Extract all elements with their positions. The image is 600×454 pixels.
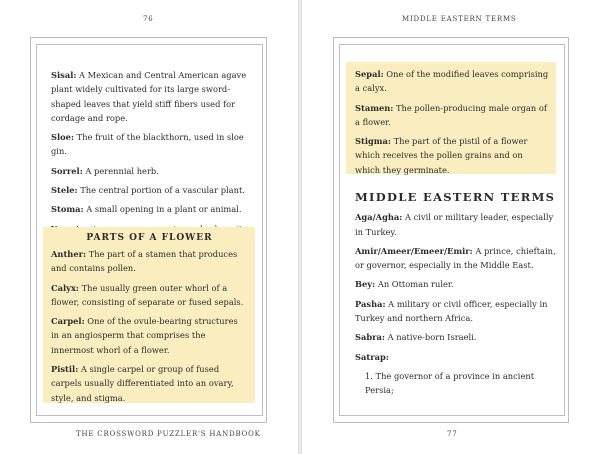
section-title: MIDDLE EASTERN TERMS	[355, 190, 556, 204]
glossary-sub-entry: 1. The governor of a province in ancient Persia;	[365, 370, 535, 396]
entry-definition: One of the modified leaves comprising a calyx.	[355, 69, 549, 94]
entry-definition: A civil or military leader, especially in Turkey.	[355, 212, 554, 237]
entry-term: Stoma:	[51, 204, 84, 215]
entry-term: Sisal:	[51, 70, 77, 80]
entry-definition: A small opening in a plant or animal.	[83, 204, 242, 215]
glossary-entry-sorrel	[51, 164, 256, 178]
glossary-entry-sloe	[51, 130, 256, 159]
glossary-entry-stamen	[355, 101, 550, 130]
entry-term: Calyx:	[51, 282, 79, 293]
entry-term: Pasha:	[355, 298, 386, 309]
entry-term: Stele:	[51, 185, 78, 196]
entry-definition: The part of a stamen that produces and contains pollen.	[51, 249, 238, 274]
entry-definition: The pollen-producing male organ of a flower.	[355, 102, 547, 127]
entry-definition: The central portion of a vascular plant.	[77, 185, 245, 196]
glossary-entry-satrap	[355, 350, 560, 364]
page-number-left: 76	[143, 15, 154, 23]
entry-definition: A prince, chieftain, or governor, especially in the Middle East.	[355, 245, 556, 271]
running-header-right: MIDDLE EASTERN TERMS	[402, 15, 517, 23]
entry-term: Stamen:	[355, 102, 394, 113]
glossary-entry-bey	[355, 277, 560, 291]
box-title: PARTS OF A FLOWER	[86, 233, 213, 243]
entry-term: Sepal:	[355, 69, 384, 79]
glossary-entry-anther	[51, 247, 248, 276]
entry-definition: A perennial herb.	[82, 165, 159, 176]
entry-definition: The part of the pistil of a flower which receives the pollen grains and on which they germinate.	[355, 136, 528, 175]
glossary-entry-pistil	[51, 362, 248, 405]
glossary-entry-sisal	[51, 68, 256, 125]
entry-definition: A Mexican and Central American agave plant widely cultivated for its large sword-shaped leaves that yield stiff fibers used for cordage and rope.	[51, 70, 247, 123]
left-page	[0, 0, 298, 454]
right-glossary	[355, 190, 560, 403]
entry-definition: An Ottoman ruler.	[375, 279, 454, 290]
right-page	[302, 0, 600, 454]
glossary-entry-stoma	[51, 202, 256, 216]
entry-term: Sorrel:	[51, 165, 83, 176]
entry-definition: A military or civil officer, especially in Turkey and northern Africa.	[355, 298, 548, 324]
entry-definition: The usually green outer whorl of a flower, consisting of separate or fused sepals.	[51, 282, 244, 307]
glossary-entry-stigma	[355, 134, 550, 177]
running-footer-left: THE CROSSWORD PUZZLER'S HANDBOOK	[76, 430, 261, 438]
entry-definition: A native-born Israeli.	[384, 332, 477, 343]
entry-term: Pistil:	[51, 364, 79, 375]
entry-term: Aga/Agha:	[355, 212, 403, 223]
parts-of-a-flower-box	[43, 227, 255, 403]
glossary-entry-stele	[51, 183, 256, 197]
entry-term: Satrap:	[355, 351, 389, 362]
entry-term: Sloe:	[51, 132, 75, 143]
glossary-entry-calyx	[51, 281, 248, 310]
box-glossary	[51, 247, 248, 405]
entry-term: Amir/Ameer/Emeer/Emir:	[355, 245, 473, 256]
glossary-entry-carpel	[51, 314, 248, 357]
entry-term: Stigma:	[355, 136, 391, 147]
glossary-entry-amir	[355, 244, 560, 273]
glossary-entry-sepal	[355, 67, 550, 96]
entry-definition: The fruit of the blackthorn, used in sloe gin.	[51, 132, 244, 157]
entry-term: Carpel:	[51, 316, 85, 327]
entry-definition: One of the ovule-bearing structures in an angiosperm that comprises the innermost whorl of a flower.	[51, 316, 238, 355]
box-glossary	[355, 67, 550, 177]
page-number-right: 77	[447, 430, 458, 438]
glossary-entry-sabra	[355, 330, 560, 344]
entry-term: Bey:	[355, 279, 376, 290]
glossary-entry-aga	[355, 210, 560, 239]
parts-of-a-flower-box-continued	[346, 62, 556, 174]
entry-term: Sabra:	[355, 332, 385, 343]
glossary-entry-pasha	[355, 297, 560, 326]
entry-term: Anther:	[51, 249, 87, 259]
entry-definition: A single carpel or group of fused carpels usually differentiated into an ovary, style, and stigma.	[51, 364, 234, 403]
